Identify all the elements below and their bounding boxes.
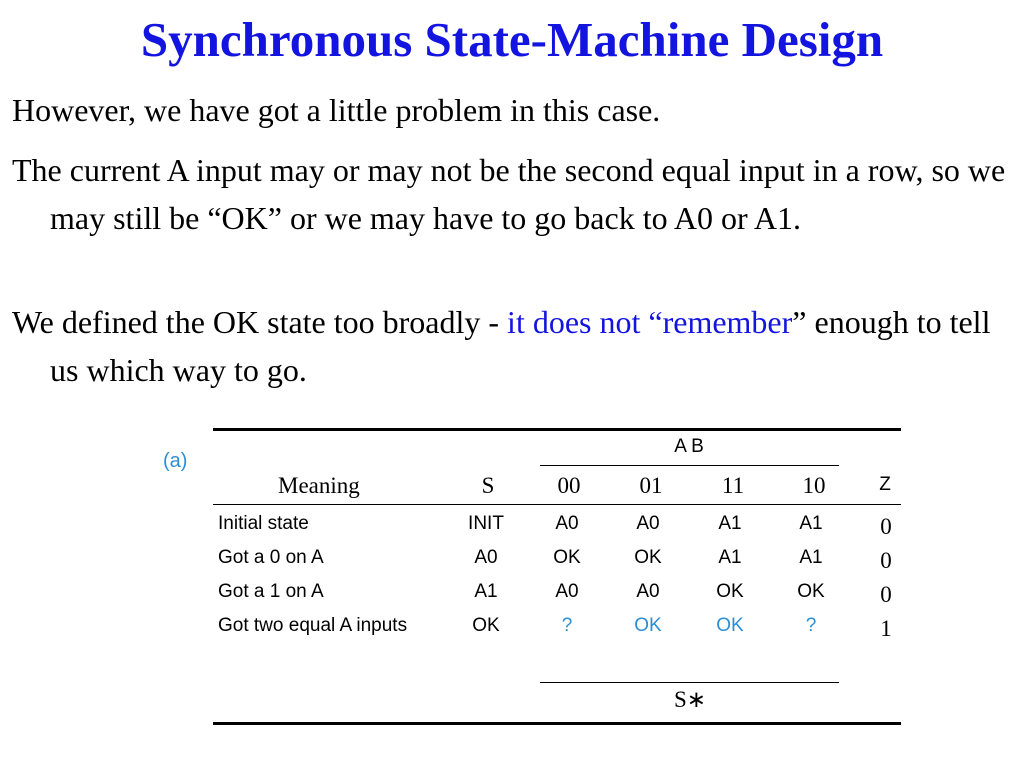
row-next-00: OK xyxy=(553,547,581,568)
row-next-10: A1 xyxy=(799,513,823,534)
header-input-00: 00 xyxy=(557,473,581,498)
p3-text-after: ” enough to tell us which way to go. xyxy=(50,304,991,388)
row-output: 0 xyxy=(880,582,892,607)
table-bottom-rule xyxy=(213,722,901,725)
header-state: S xyxy=(481,473,495,498)
table-footer-next-state: S∗ xyxy=(673,687,707,712)
p3-text-before: We defined the OK state too broadly - xyxy=(12,304,508,340)
row-next-11: A1 xyxy=(718,513,742,534)
bullet-current-input: The current A input may or may not be the second equal input in a row, so we may still be “OK” or we may have to go back to A0 or A1. xyxy=(12,152,1006,236)
row-next-10: OK xyxy=(797,581,825,602)
row-meaning: Initial state xyxy=(218,513,309,534)
row-state: A1 xyxy=(474,581,498,602)
row-output: 1 xyxy=(880,616,892,641)
header-output-z: Z xyxy=(879,474,891,495)
row-output: 0 xyxy=(880,514,892,539)
row-next-00: ? xyxy=(561,615,573,636)
row-next-11: OK xyxy=(716,581,744,602)
row-meaning: Got a 1 on A xyxy=(218,581,324,602)
row-next-00: A0 xyxy=(555,513,579,534)
p3-highlight: it does not “remember xyxy=(507,304,793,340)
bullet-problem: However, we have got a little problem in this case. xyxy=(12,92,661,128)
row-next-10: A1 xyxy=(799,547,823,568)
header-input-01: 01 xyxy=(639,473,663,498)
ab-group-header: A B xyxy=(674,436,704,457)
header-input-11: 11 xyxy=(721,473,745,498)
header-bottom-rule xyxy=(213,504,901,505)
row-state: INIT xyxy=(468,513,504,534)
row-meaning: Got a 0 on A xyxy=(218,547,324,568)
row-output: 0 xyxy=(880,548,892,573)
table-label: (a) xyxy=(163,450,188,472)
row-next-00: A0 xyxy=(555,581,579,602)
bullet-ok-state xyxy=(12,298,1012,394)
row-state: A0 xyxy=(474,547,498,568)
row-next-01: OK xyxy=(634,615,662,636)
header-input-10: 10 xyxy=(802,473,826,498)
footer-rule xyxy=(540,682,839,683)
row-next-10: ? xyxy=(805,615,817,636)
slide-title: Synchronous State-Machine Design xyxy=(140,12,884,67)
row-next-11: OK xyxy=(716,615,744,636)
row-next-11: A1 xyxy=(718,547,742,568)
header-meaning: Meaning xyxy=(278,473,360,498)
table-top-rule xyxy=(213,428,901,431)
row-next-01: A0 xyxy=(636,513,660,534)
row-meaning: Got two equal A inputs xyxy=(218,615,408,636)
row-next-01: OK xyxy=(634,547,662,568)
ab-header-rule xyxy=(540,465,839,466)
row-next-01: A0 xyxy=(636,581,660,602)
row-state: OK xyxy=(472,615,500,636)
